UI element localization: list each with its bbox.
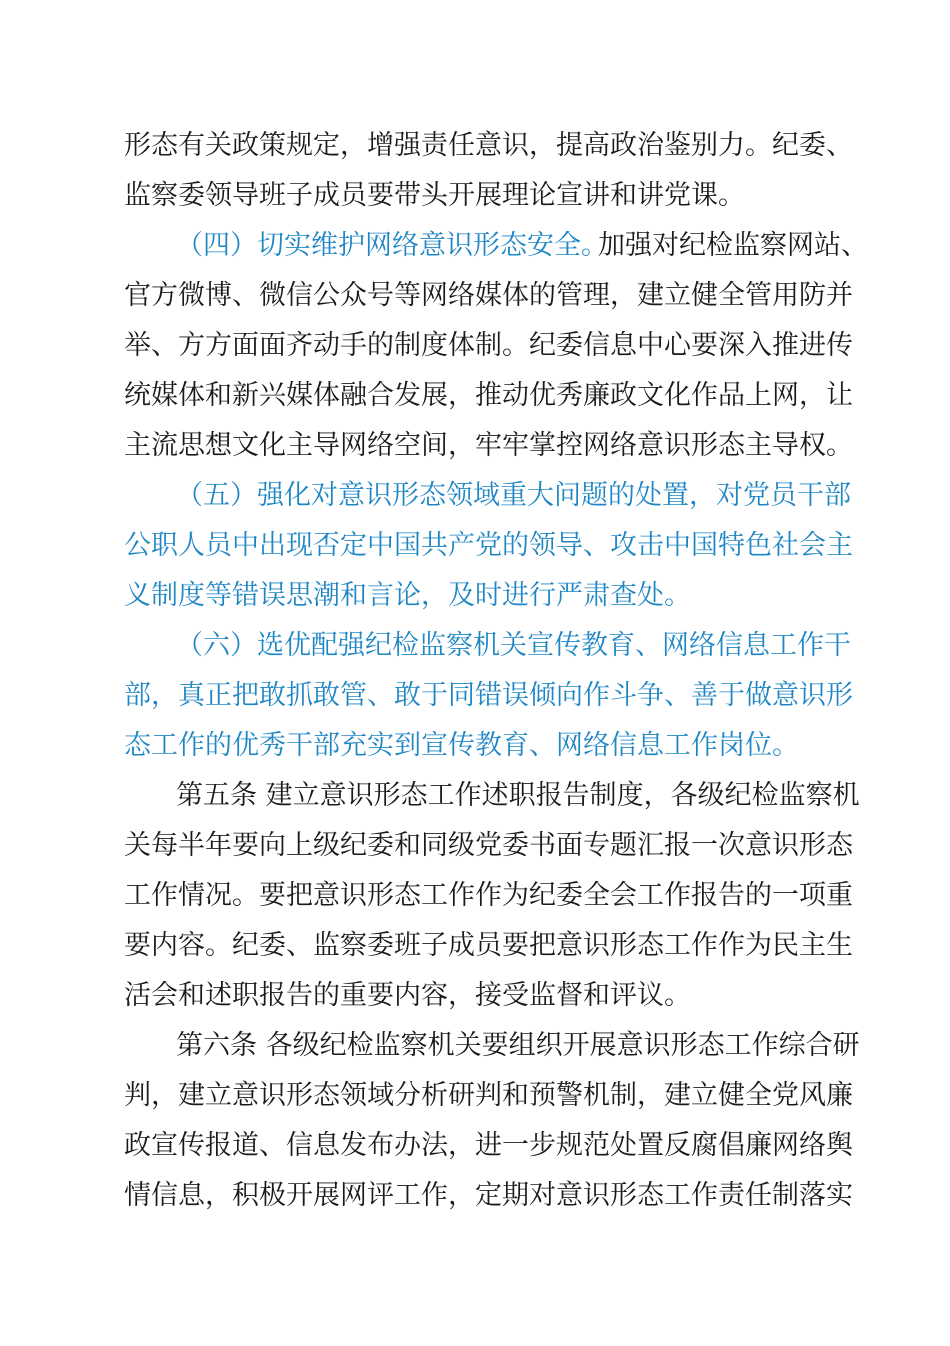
section-paragraph-5: 公职人员中出现否定中国共产党的领导、攻击中国特色社会主 bbox=[124, 530, 853, 561]
body-text-line: 加强对纪检监察网站、 bbox=[598, 230, 868, 261]
section-paragraph-6: 部，真正把敢抓敢管、敢于同错误倾向作斗争、善于做意识形 bbox=[124, 680, 853, 711]
section-paragraph-5: 义制度等错误思潮和言论，及时进行严肃查处。 bbox=[124, 580, 691, 611]
body-text-line: 统媒体和新兴媒体融合发展，推动优秀廉政文化作品上网，让 bbox=[124, 380, 853, 411]
section-paragraph-5: （五）强化对意识形态领域重大问题的处置，对党员干部 bbox=[176, 480, 851, 511]
body-text-line: 主流思想文化主导网络空间，牢牢掌控网络意识形态主导权。 bbox=[124, 430, 853, 461]
article-5-line: 第五条 建立意识形态工作述职报告制度，各级纪检监察机 bbox=[176, 780, 860, 811]
section-heading-4: （四）切实维护网络意识形态安全。 bbox=[176, 230, 608, 261]
body-text-line: 举、方方面面齐动手的制度体制。纪委信息中心要深入推进传 bbox=[124, 330, 853, 361]
article-6-line: 第六条 各级纪检监察机关要组织开展意识形态工作综合研 bbox=[176, 1030, 860, 1061]
section-paragraph-6: 态工作的优秀干部充实到宣传教育、网络信息工作岗位。 bbox=[124, 730, 799, 761]
body-text-line: 官方微博、微信公众号等网络媒体的管理，建立健全管用防并 bbox=[124, 280, 853, 311]
body-text-line: 政宣传报道、信息发布办法，进一步规范处置反腐倡廉网络舆 bbox=[124, 1130, 853, 1161]
body-text-line: 活会和述职报告的重要内容，接受监督和评议。 bbox=[124, 980, 691, 1011]
body-text-line: 形态有关政策规定，增强责任意识，提高政治鉴别力。纪委、 bbox=[124, 130, 853, 161]
section-paragraph-6: （六）选优配强纪检监察机关宣传教育、网络信息工作干 bbox=[176, 630, 851, 661]
body-text-line: 情信息，积极开展网评工作，定期对意识形态工作责任制落实 bbox=[124, 1180, 853, 1211]
body-text-line: 监察委领导班子成员要带头开展理论宣讲和讲党课。 bbox=[124, 180, 745, 211]
body-text-line: 关每半年要向上级纪委和同级党委书面专题汇报一次意识形态 bbox=[124, 830, 853, 861]
body-text-line: 要内容。纪委、监察委班子成员要把意识形态工作作为民主生 bbox=[124, 930, 853, 961]
body-text-line: 工作情况。要把意识形态工作作为纪委全会工作报告的一项重 bbox=[124, 880, 853, 911]
body-text-line: 判，建立意识形态领域分析研判和预警机制，建立健全党风廉 bbox=[124, 1080, 853, 1111]
